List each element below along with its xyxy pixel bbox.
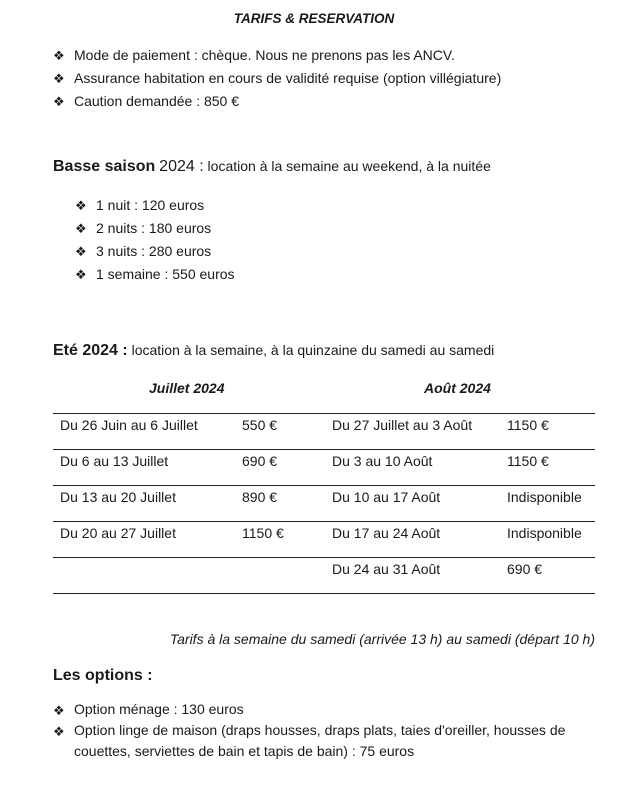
aout-price-cell: Indisponible — [507, 522, 595, 558]
table-row — [53, 486, 595, 522]
juillet-price-cell: 1150 € — [242, 522, 332, 558]
diamond-bullet-icon: ❖ — [75, 267, 87, 282]
list-item-text: 3 nuits : 280 euros — [96, 243, 212, 259]
juillet-column-header: Juillet 2024 — [149, 380, 225, 396]
aout-period-cell: Du 17 au 24 Août — [332, 522, 507, 558]
aout-column-header: Août 2024 — [424, 380, 491, 396]
juillet-period-cell — [53, 558, 242, 594]
list-item — [53, 67, 501, 90]
list-item — [53, 699, 584, 720]
ete-desc: location à la semaine, à la quinzaine du samedi au samedi — [131, 342, 495, 358]
diamond-bullet-icon: ❖ — [75, 221, 87, 236]
table-row — [53, 414, 595, 450]
list-item — [75, 263, 235, 286]
diamond-bullet-icon: ❖ — [53, 48, 65, 63]
table-row — [53, 450, 595, 486]
aout-period-cell: Du 24 au 31 Août — [332, 558, 507, 594]
juillet-period-cell: Du 13 au 20 Juillet — [53, 486, 242, 522]
juillet-price-cell: 690 € — [242, 450, 332, 486]
page-title: TARIFS & RESERVATION — [233, 11, 395, 26]
list-item — [53, 90, 501, 113]
basse-saison-label: Basse saison — [53, 158, 156, 175]
diamond-bullet-icon: ❖ — [53, 94, 65, 109]
diamond-bullet-icon: ❖ — [53, 71, 65, 86]
list-item-text: Caution demandée : 850 € — [74, 93, 240, 109]
list-item-text: Mode de paiement : chèque. Nous ne prenons pas les ANCV. — [74, 47, 455, 63]
options-heading: Les options : — [53, 667, 153, 684]
summer-rates-table — [53, 413, 595, 594]
basse-saison-heading — [53, 158, 491, 176]
ete-heading — [53, 342, 494, 360]
list-item — [75, 194, 235, 217]
aout-price-cell: 690 € — [507, 558, 595, 594]
basse-saison-year: 2024 : — [159, 158, 204, 175]
ete-label: Eté 2024 : — [53, 342, 128, 359]
aout-price-cell: 1150 € — [507, 414, 595, 450]
list-item-text: 1 semaine : 550 euros — [96, 266, 235, 282]
list-item — [53, 44, 501, 67]
aout-price-cell: 1150 € — [507, 450, 595, 486]
aout-price-cell: Indisponible — [507, 486, 595, 522]
options-list — [53, 699, 584, 762]
list-item-text: Option linge de maison (draps housses, draps plats, taies d'oreiller, housses de couettes, serviettes de bain et tapis de bain) : 75 euros — [74, 722, 566, 759]
table-row — [53, 558, 595, 594]
juillet-period-cell: Du 26 Juin au 6 Juillet — [53, 414, 242, 450]
list-item — [53, 720, 584, 762]
diamond-bullet-icon: ❖ — [75, 198, 87, 213]
aout-period-cell: Du 10 au 17 Août — [332, 486, 507, 522]
juillet-period-cell: Du 6 au 13 Juillet — [53, 450, 242, 486]
diamond-bullet-icon: ❖ — [53, 724, 65, 739]
summer-rates-note: Tarifs à la semaine du samedi (arrivée 13 h) au samedi (départ 10 h) — [169, 631, 595, 647]
list-item-text: Option ménage : 130 euros — [74, 701, 244, 717]
basse-saison-price-list — [75, 194, 235, 286]
list-item-text: Assurance habitation en cours de validité requise (option villégiature) — [74, 70, 502, 86]
diamond-bullet-icon: ❖ — [53, 703, 65, 718]
aout-period-cell: Du 27 Juillet au 3 Août — [332, 414, 507, 450]
list-item-text: 2 nuits : 180 euros — [96, 220, 212, 236]
diamond-bullet-icon: ❖ — [75, 244, 87, 259]
juillet-price-cell — [242, 558, 332, 594]
juillet-price-cell: 890 € — [242, 486, 332, 522]
aout-period-cell: Du 3 au 10 Août — [332, 450, 507, 486]
juillet-period-cell: Du 20 au 27 Juillet — [53, 522, 242, 558]
general-conditions-list — [53, 44, 501, 113]
basse-saison-desc: location à la semaine au weekend, à la nuitée — [207, 158, 491, 174]
juillet-price-cell: 550 € — [242, 414, 332, 450]
list-item — [75, 240, 235, 263]
list-item-text: 1 nuit : 120 euros — [96, 197, 205, 213]
list-item — [75, 217, 235, 240]
table-row — [53, 522, 595, 558]
